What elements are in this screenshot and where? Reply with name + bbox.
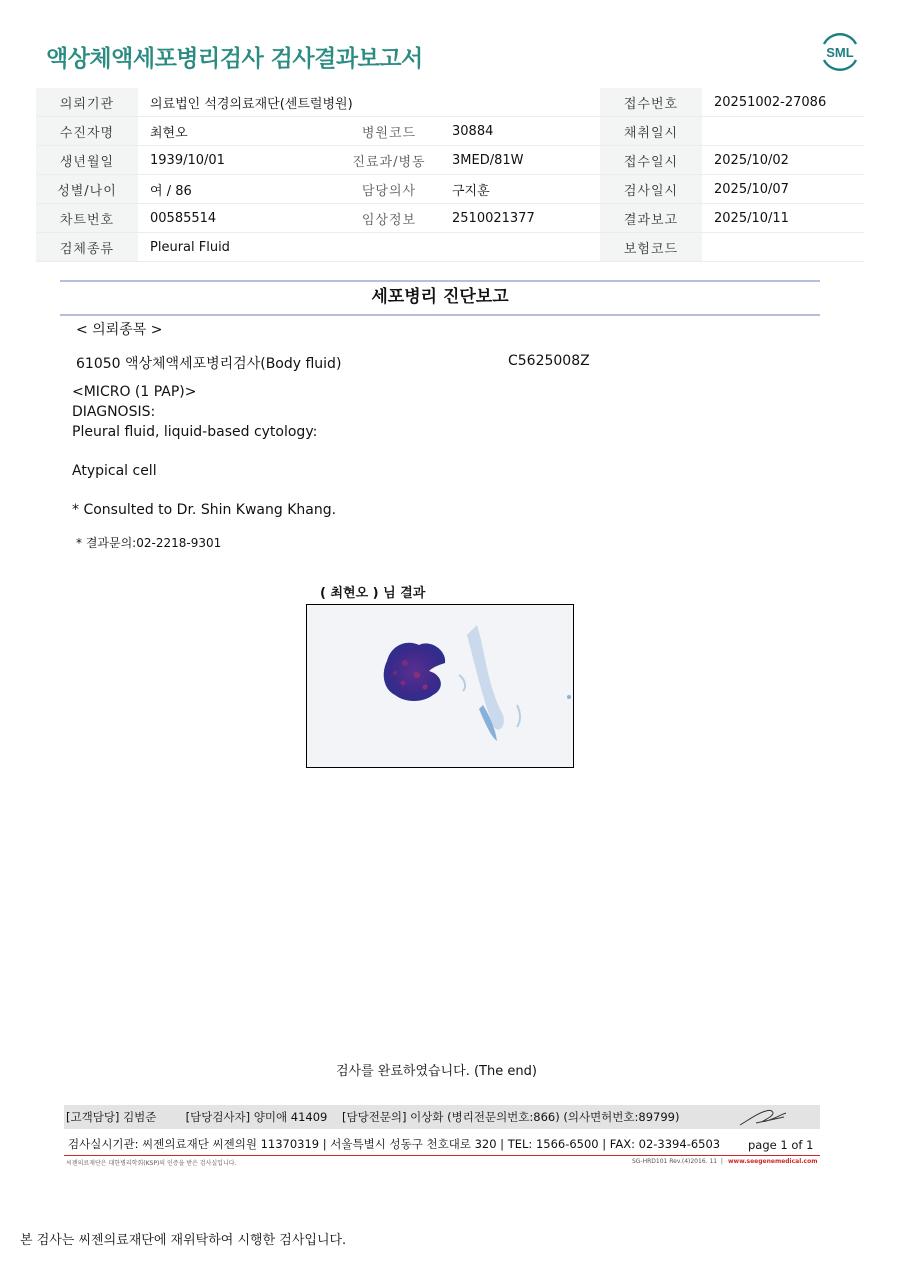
label-insurance-code: 보험코드 <box>600 233 702 262</box>
website-link[interactable]: www.seegenemedical.com <box>728 1158 818 1165</box>
staff-bar <box>64 1105 820 1129</box>
value-clinical-info: 2510021377 <box>440 204 600 233</box>
label-sex-age: 성별/나이 <box>36 175 138 204</box>
info-row <box>36 175 864 204</box>
patient-info-table <box>36 88 864 262</box>
bottom-note: 본 검사는 씨젠의료재단에 재위탁하여 시행한 검사입니다. <box>20 1233 347 1248</box>
label-result-report: 결과보고 <box>600 204 702 233</box>
diagnosis-finding: Atypical cell <box>72 463 157 479</box>
label-receipt-date: 접수일시 <box>600 146 702 175</box>
info-row <box>36 204 864 233</box>
section-header <box>60 280 820 316</box>
diagnosis-text: Pleural fluid, liquid-based cytology: <box>72 424 318 440</box>
label-doctor: 담당의사 <box>338 175 440 204</box>
institution-line: 검사실시기관: 씨젠의료재단 씨젠의원 11370319 | 서울특별시 성동구 천호대로 320 | TEL: 1566-6500 | FAX: 02-3394-6503 <box>68 1137 721 1151</box>
label-collection-date: 채취일시 <box>600 117 702 146</box>
diagnosis-label: DIAGNOSIS: <box>72 404 156 420</box>
label-chart-no: 차트번호 <box>36 204 138 233</box>
info-row <box>36 117 864 146</box>
request-heading: < 의뢰종목 > <box>76 322 163 338</box>
info-row <box>36 146 864 175</box>
info-row <box>36 88 864 117</box>
footer-divider <box>64 1155 820 1156</box>
value-insurance-code <box>702 233 864 262</box>
page-label: page 1 of 1 <box>748 1138 814 1152</box>
value-hospital-code: 30884 <box>440 117 600 146</box>
cytology-image <box>306 604 574 768</box>
value-doctor: 구지훈 <box>440 175 600 204</box>
section-title: 세포병리 진단보고 <box>371 287 509 307</box>
logo-text: SML <box>826 45 854 60</box>
label-receipt-no: 접수번호 <box>600 88 702 117</box>
label-test-date: 검사일시 <box>600 175 702 204</box>
value-requesting-org: 의료법인 석경의료재단(센트럴병원) <box>138 88 600 117</box>
info-row <box>36 233 864 262</box>
label-patient-name: 수진자명 <box>36 117 138 146</box>
value-receipt-date: 2025/10/02 <box>702 146 864 175</box>
consult-note: * Consulted to Dr. Shin Kwang Khang. <box>72 502 337 518</box>
value-test-date: 2025/10/07 <box>702 175 864 204</box>
value-collection-date <box>702 117 864 146</box>
value-receipt-no: 20251002-27086 <box>702 88 864 117</box>
value-chart-no: 00585514 <box>138 204 338 233</box>
label-requesting-org: 의뢰기관 <box>36 88 138 117</box>
value-specimen-type: Pleural Fluid <box>138 233 600 262</box>
label-specimen-type: 검체종류 <box>36 233 138 262</box>
sml-logo <box>818 30 862 74</box>
image-caption: ( 최현오 ) 님 결과 <box>320 586 426 601</box>
label-department: 진료과/병동 <box>338 146 440 175</box>
end-text: 검사를 완료하였습니다. (The end) <box>336 1064 537 1079</box>
value-patient-name: 최현오 <box>138 117 338 146</box>
value-result-report: 2025/10/11 <box>702 204 864 233</box>
label-clinical-info: 임상정보 <box>338 204 440 233</box>
cert-text: 씨젠의료재단은 대한병리학회(KSP)의 인증을 받은 검사실입니다. <box>66 1160 237 1167</box>
value-sex-age: 여 / 86 <box>138 175 338 204</box>
value-department: 3MED/81W <box>440 146 600 175</box>
test-code: C5625008Z <box>508 353 590 369</box>
contact-note: * 결과문의:02-2218-9301 <box>76 536 222 550</box>
label-birth-date: 생년월일 <box>36 146 138 175</box>
label-hospital-code: 병원코드 <box>338 117 440 146</box>
value-birth-date: 1939/10/01 <box>138 146 338 175</box>
test-name: 61050 액상체액세포병리검사(Body fluid) <box>76 356 342 372</box>
report-title: 액상체액세포병리검사 검사결과보고서 <box>46 46 423 72</box>
form-code: SG-HRD101 Rev.(4)2016. 11 | <box>632 1158 727 1165</box>
signature-icon <box>736 1105 794 1129</box>
staff-line: [고객담당] 김범준 [담당검사자] 양미애 41409 [담당전문의] 이상화 (병리전문의번호:866) (의사면허번호:89799) <box>66 1110 680 1124</box>
micro-label: <MICRO (1 PAP)> <box>72 384 197 400</box>
